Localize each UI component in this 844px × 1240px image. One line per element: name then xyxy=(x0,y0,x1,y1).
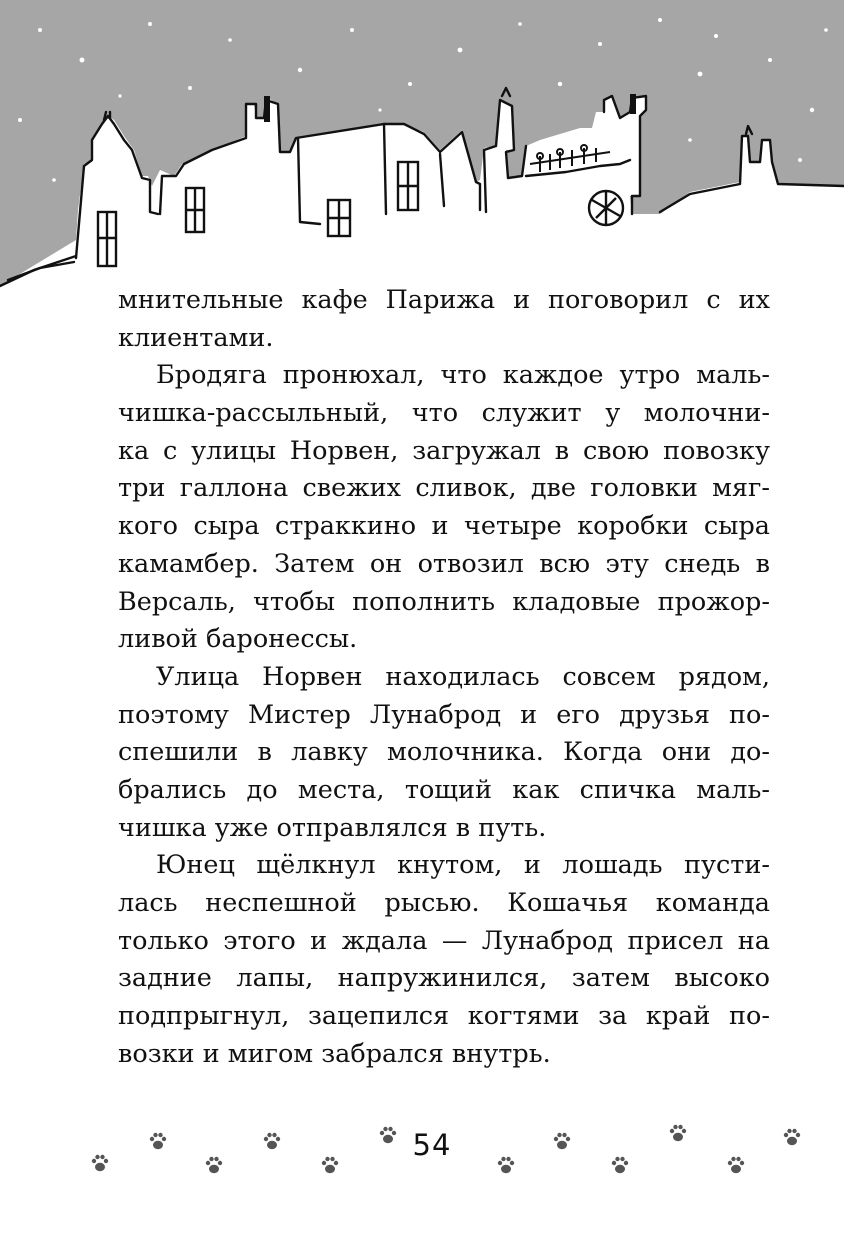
paw-print-icon xyxy=(784,1129,800,1145)
paw-print-icon xyxy=(554,1133,570,1149)
text-line: Юнец щёлкнул кнутом, и лошадь пусти- xyxy=(156,850,770,881)
text-line: брались до места, тощий как спичка маль- xyxy=(118,774,770,805)
paragraph xyxy=(118,282,770,357)
text-line: лась неспешной рысью. Кошачья команда xyxy=(118,888,770,918)
text-line: мнительные кафе Парижа и поговорил с их xyxy=(118,285,770,315)
paw-print-icon xyxy=(670,1125,686,1141)
text-line: возки и мигом забрался внутрь. xyxy=(118,1038,551,1069)
text-line: Версаль, чтобы пополнить кладовые прожор- xyxy=(118,586,770,617)
body-text xyxy=(118,282,770,1073)
page-number: 54 xyxy=(412,1128,452,1162)
text-line: камамбер. Затем он отвозил всю эту снедь в xyxy=(118,548,770,579)
text-line: задние лапы, напружинился, затем высоко xyxy=(118,963,770,994)
text-line: чишка уже отправлялся в путь. xyxy=(118,812,547,843)
text-line: поэтому Мистер Лунаброд и его друзья по- xyxy=(118,699,770,730)
paw-print-icon xyxy=(498,1157,514,1173)
paragraph xyxy=(118,659,770,847)
text-line: ка с улицы Норвен, загружал в свою повозку xyxy=(118,435,770,466)
text-line: Улица Норвен находилась совсем рядом, xyxy=(156,661,770,692)
paw-print-icon xyxy=(728,1157,744,1173)
paw-print-icon xyxy=(150,1133,166,1149)
paragraph xyxy=(118,847,770,1073)
paw-print-icon xyxy=(206,1157,222,1173)
text-line: кого сыра страккино и четыре коробки сыра xyxy=(118,511,770,542)
text-line: Бродяга пронюхал, что каждое утро маль- xyxy=(156,360,770,391)
text-line: спешили в лавку молочника. Когда они до- xyxy=(118,737,770,768)
text-line: три галлона свежих сливок, две головки мяг- xyxy=(118,473,770,504)
paw-print-icon xyxy=(264,1133,280,1149)
text-line: чишка-рассыльный, что служит у молочни- xyxy=(118,398,770,429)
text-line: только этого и ждала — Лунаброд присел на xyxy=(118,925,770,956)
paw-print-icon xyxy=(92,1155,108,1171)
rooftops-illustration xyxy=(0,0,844,300)
paragraph xyxy=(118,357,770,659)
paw-print-icon xyxy=(380,1127,396,1143)
text-line: ливой баронессы. xyxy=(118,624,358,655)
text-line: подпрыгнул, зацепился когтями за край по- xyxy=(118,1001,770,1032)
paw-print-icon xyxy=(322,1157,338,1173)
paw-print-icon xyxy=(612,1157,628,1173)
text-line: клиентами. xyxy=(118,322,274,353)
